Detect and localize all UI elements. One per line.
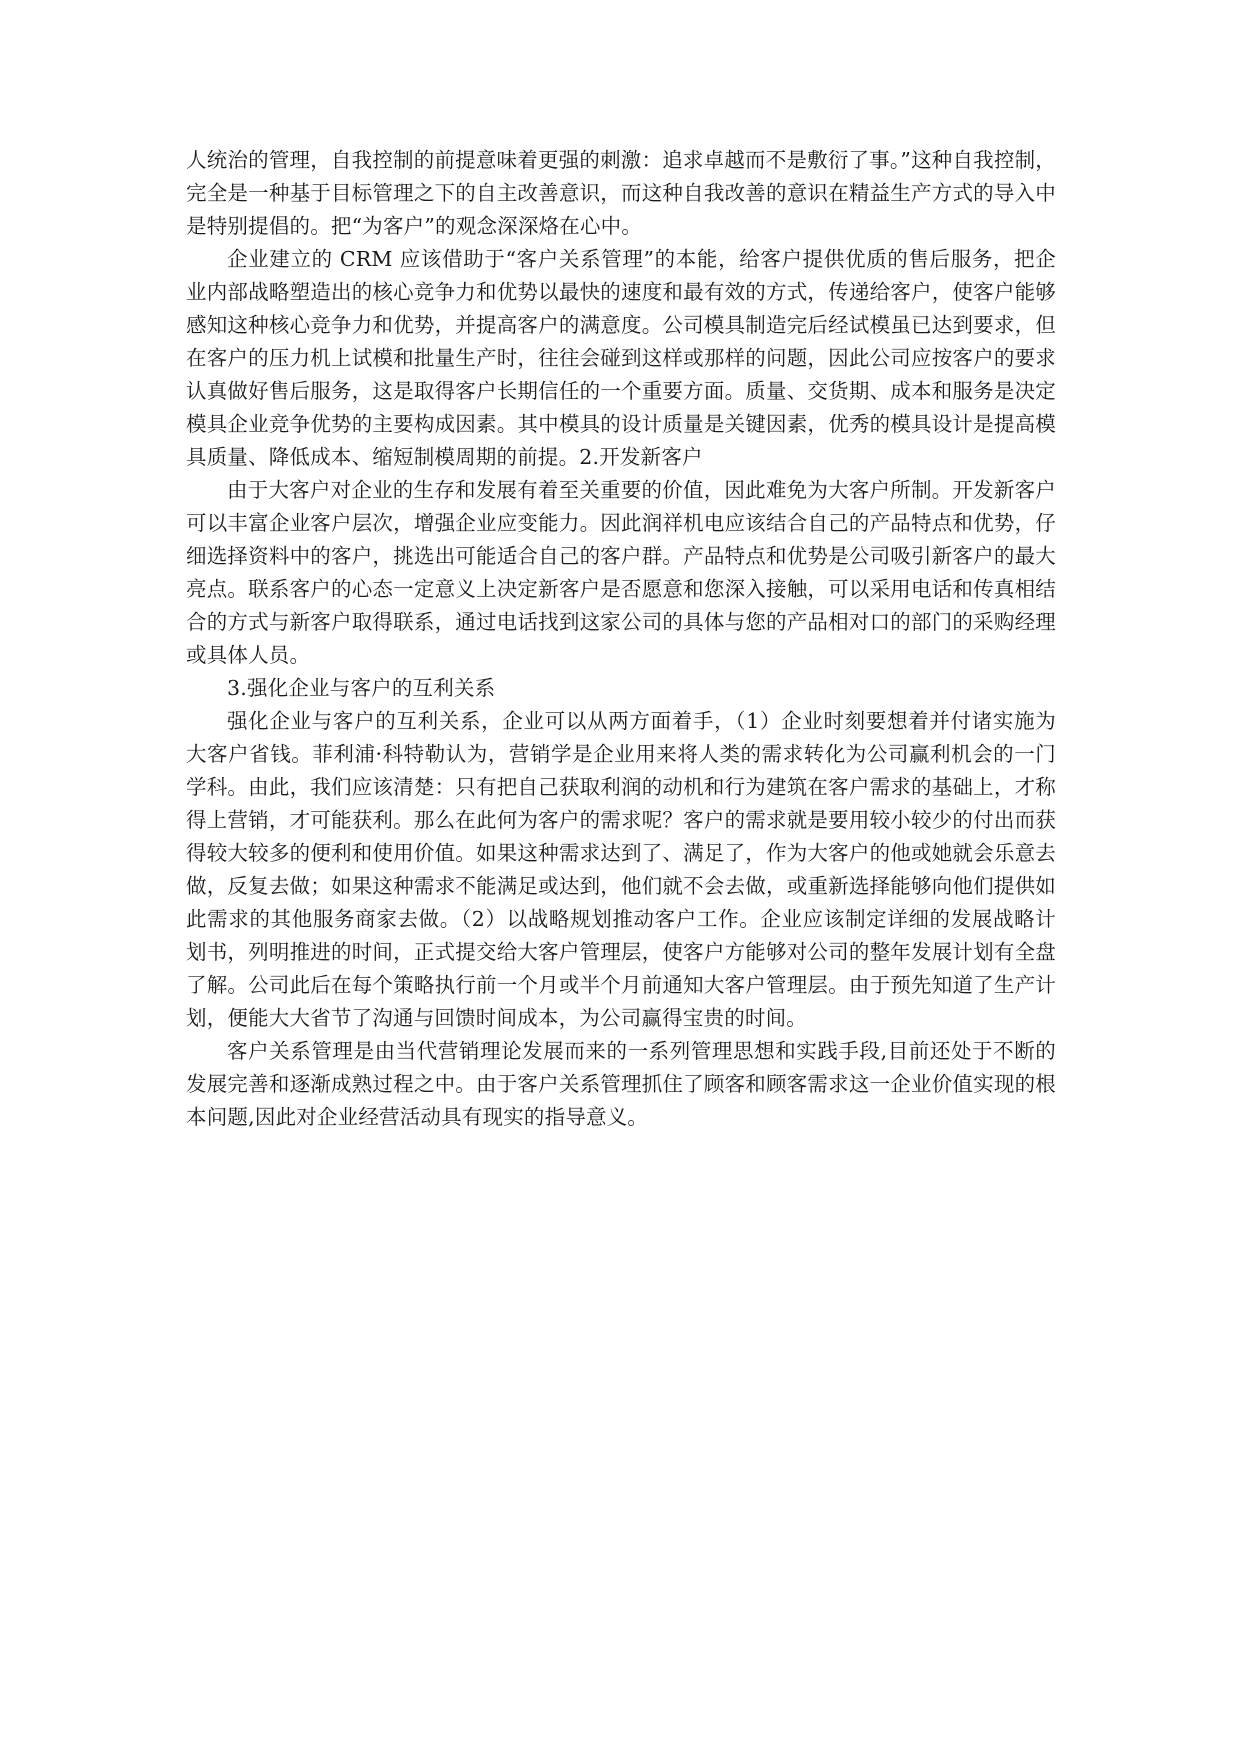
paragraph-2: 企业建立的 CRM 应该借助于“客户关系管理”的本能，给客户提供优质的售后服务，把企业内部战略塑造出的核心竞争力和优势以最快的速度和最有效的方式，传递给客户，使客户能够感知这种核心竞争力和优势，并提高客户的满意度。公司模具制造完后经试模虽已达到要求，但在客户的压力机上试模和批量生产时，往往会碰到这样或那样的问题，因此公司应按客户的要求认真做好售后服务，这是取得客户长期信任的一个重要方面。质量、交货期、成本和服务是决定模具企业竞争优势的主要构成因素。其中模具的设计质量是关键因素，优秀的模具设计是提高模具质量、降低成本、缩短制模周期的前提。2.开发新客户: [186, 247, 1056, 469]
paragraph-5: 客户关系管理是由当代营销理论发展而来的一系列管理思想和实践手段,目前还处于不断的发展完善和逐渐成熟过程之中。由于客户关系管理抓住了顾客和顾客需求这一企业价值实现的根本问题,因此对企业经营活动具有现实的指导意义。: [186, 1039, 1056, 1129]
paragraph-4: 强化企业与客户的互利关系，企业可以从两方面着手，（1）企业时刻要想着并付诸实施为大客户省钱。菲利浦·科特勒认为，营销学是企业用来将人类的需求转化为公司赢利机会的一门学科。由此，我们应该清楚：只有把自己获取利润的动机和行为建筑在客户需求的基础上，才称得上营销，才可能获利。那么在此何为客户的需求呢？客户的需求就是要用较小较少的付出而获得较大较多的便利和使用价值。如果这种需求达到了、满足了，作为大客户的他或她就会乐意去做，反复去做；如果这种需求不能满足或达到，他们就不会去做，或重新选择能够向他们提供如此需求的其他服务商家去做。（2）以战略规划推动客户工作。企业应该制定详细的发展战略计划书，列明推进的时间，正式提交给大客户管理层，使客户方能够对公司的整年发展计划有全盘了解。公司此后在每个策略执行前一个月或半个月前通知大客户管理层。由于预先知道了生产计划，便能大大省节了沟通与回馈时间成本，为公司赢得宝贵的时间。: [186, 709, 1056, 1030]
section-heading-3: 3.强化企业与客户的互利关系: [227, 676, 496, 700]
paragraph-1: 人统治的管理，自我控制的前提意味着更强的刺激：追求卓越而不是敷衍了事。”这种自我控制，完全是一种基于目标管理之下的自主改善意识，而这种自我改善的意识在精益生产方式的导入中是特别提倡的。把“为客户”的观念深深烙在心中。: [186, 148, 1056, 238]
document-body: [186, 144, 1056, 1134]
paragraph-3: 由于大客户对企业的生存和发展有着至关重要的价值，因此难免为大客户所制。开发新客户可以丰富企业客户层次，增强企业应变能力。因此润祥机电应该结合自己的产品特点和优势，仔细选择资料中的客户，挑选出可能适合自己的客户群。产品特点和优势是公司吸引新客户的最大亮点。联系客户的心态一定意义上决定新客户是否愿意和您深入接触，可以采用电话和传真相结合的方式与新客户取得联系，通过电话找到这家公司的具体与您的产品相对口的部门的采购经理或具体人员。: [186, 478, 1056, 667]
